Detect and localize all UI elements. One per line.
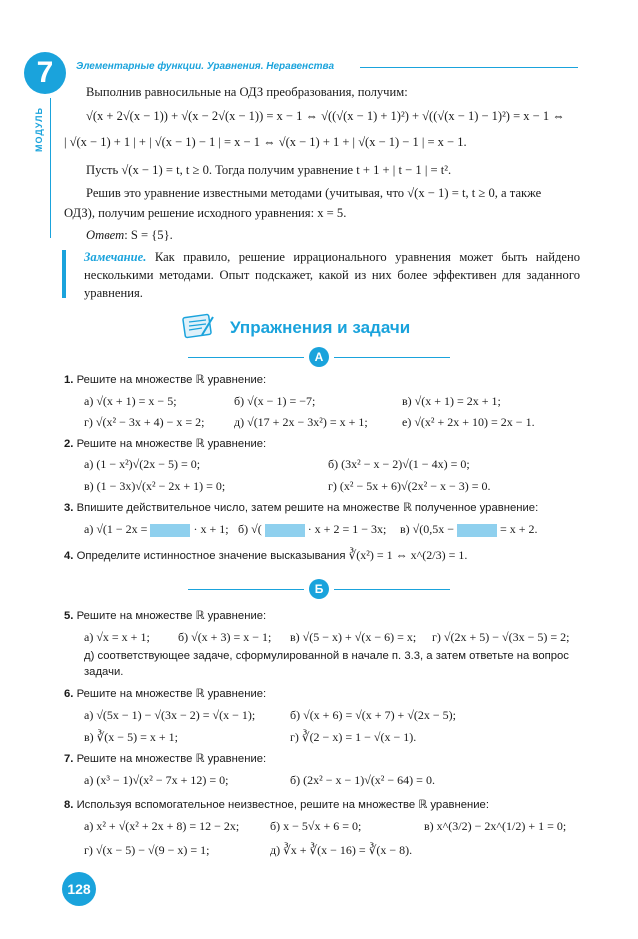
task-3-a-left: а) √(1 − 2x = [84, 522, 148, 536]
task-8-d: г) √(x − 5) − √(9 − x) = 1; [84, 843, 210, 857]
task-4 [64, 547, 467, 564]
task-number: 6. [64, 688, 74, 700]
task-7-b: б) (2x² − x − 1)√(x² − 64) = 0. [290, 773, 435, 787]
section-rule [188, 357, 304, 358]
answer-label: Ответ [86, 228, 125, 242]
note-bar [62, 250, 66, 298]
task-3-b-left: б) √( [238, 522, 262, 536]
task-5-d: г) √(2x + 5) − √(3x − 5) = 2; [432, 630, 570, 644]
header-rule [360, 67, 578, 68]
note [84, 248, 580, 302]
task-8-a: а) x² + √(x² + 2x + 8) = 12 − 2x; [84, 819, 240, 833]
margin-rule [50, 98, 51, 238]
section-rule [334, 357, 450, 358]
task-3-c-right: = x + 2. [500, 522, 538, 536]
task-number: 4. [64, 550, 74, 562]
task-3-b [238, 521, 386, 537]
task-1-a: а) √(x + 1) = x − 5; [84, 394, 177, 408]
task-2-b: б) (3x² − x − 2)√(1 − 4x) = 0; [328, 457, 470, 471]
note-label: Замечание. [84, 250, 147, 264]
section-b-badge: Б [309, 579, 329, 599]
task-1-c: в) √(x + 1) = 2x + 1; [402, 394, 501, 408]
blank-input[interactable] [265, 524, 305, 537]
task-7-a: а) (x³ − 1)√(x² − 7x + 12) = 0; [84, 773, 229, 787]
task-1-e: д) √(17 + 2x − 3x²) = x + 1; [234, 415, 368, 429]
task-number: 7. [64, 753, 74, 765]
task-1 [64, 372, 266, 388]
answer-value: : S = {5}. [124, 228, 173, 242]
task-2-c: в) (1 − 3x)√(x² − 2x + 1) = 0; [84, 479, 226, 493]
task-5-e: д) соответствующее задаче, сформулированной в начале п. 3.3, а затем ответьте на вопрос задачи. [84, 650, 569, 678]
task-5 [64, 608, 266, 624]
solution-line: Пусть √(x − 1) = t, t ≥ 0. Тогда получим уравнение t + 1 + | t − 1 | = t². [86, 163, 452, 177]
task-statement: Решите на множестве ℝ уравнение: [76, 374, 267, 386]
task-6-d: г) ∛(2 − x) = 1 − √(x − 1). [290, 730, 417, 744]
task-8-b: б) x − 5√x + 6 = 0; [270, 819, 362, 833]
task-6 [64, 686, 266, 702]
solution-line: Выполнив равносильные на ОДЗ преобразования, получим: [86, 85, 408, 99]
section-rule [188, 589, 304, 590]
task-8-c: в) x^(3/2) − 2x^(1/2) + 1 = 0; [424, 819, 567, 833]
task-8-e: д) ∛x + ∛(x − 16) = ∛(x − 8). [270, 843, 413, 857]
answer [86, 226, 173, 244]
task-6-a: а) √(5x − 1) − √(3x − 2) = √(x − 1); [84, 708, 256, 722]
task-8 [64, 797, 489, 813]
task-number: 1. [64, 374, 74, 386]
task-3-b-right: · x + 2 = 1 − 3x; [307, 522, 387, 536]
task-3-c-left: в) √(0,5x − [400, 522, 455, 536]
task-1-b: б) √(x − 1) = −7; [234, 394, 316, 408]
blank-input[interactable] [150, 524, 190, 537]
exercises-icon [180, 313, 216, 339]
task-2 [64, 436, 266, 452]
solution-line: Решив это уравнение известными методами (учитывая, что √(x − 1) = t, t ≥ 0, а также [86, 186, 542, 200]
task-statement: Используя вспомогательное неизвестное, решите на множестве ℝ уравнение: [76, 799, 489, 811]
task-3-a [84, 521, 229, 537]
task-5-c: в) √(5 − x) + √(x − 6) = x; [290, 630, 417, 644]
task-3 [64, 500, 580, 516]
task-5-a: а) √x = x + 1; [84, 630, 150, 644]
task-3-c [400, 521, 538, 537]
task-1-f: е) √(x² + 2x + 10) = 2x − 1. [402, 415, 535, 429]
task-2-d: г) (x² − 5x + 6)√(2x² − x − 3) = 0. [328, 479, 491, 493]
task-5-b: б) √(x + 3) = x − 1; [178, 630, 272, 644]
task-statement: Определите истинностное значение высказывания [76, 550, 346, 562]
task-statement: Впишите действительное число, затем решите на множестве ℝ полученное уравнение: [76, 502, 539, 514]
solution-line: ОДЗ), получим решение исходного уравнения: x = 5. [64, 206, 347, 220]
task-4-expression: ∛(x²) = 1 ⇔ x^(2/3) = 1. [348, 548, 468, 562]
task-number: 3. [64, 502, 74, 514]
task-1-d: г) √(x² − 3x + 4) − x = 2; [84, 415, 205, 429]
task-3-a-right: · x + 1; [193, 522, 229, 536]
task-statement: Решите на множестве ℝ уравнение: [76, 753, 267, 765]
solution-equation: √(x + 2√(x − 1)) + √(x − 2√(x − 1)) = x − 1 ⇔ √((√(x − 1) + 1)²) + √((√(x − 1) − 1)²) = x − 1 ⇔ [86, 109, 565, 123]
task-number: 8. [64, 799, 74, 811]
task-6-b: б) √(x + 6) = √(x + 7) + √(2x − 5); [290, 708, 457, 722]
exercises-heading: Упражнения и задачи [230, 318, 411, 337]
blank-input[interactable] [457, 524, 497, 537]
task-7 [64, 751, 266, 767]
task-number: 2. [64, 438, 74, 450]
module-label: МОДУЛЬ [34, 107, 44, 153]
section-rule [334, 589, 450, 590]
section-a-badge: А [309, 347, 329, 367]
page-number: 128 [62, 872, 96, 906]
chapter-badge: 7 [24, 52, 66, 94]
task-number: 5. [64, 610, 74, 622]
task-statement: Решите на множестве ℝ уравнение: [76, 438, 267, 450]
task-6-c: в) ∛(x − 5) = x + 1; [84, 730, 178, 744]
solution-equation: | √(x − 1) + 1 | + | √(x − 1) − 1 | = x − 1 ⇔ √(x − 1) + 1 + | √(x − 1) − 1 | = x − 1. [64, 135, 467, 149]
task-statement: Решите на множестве ℝ уравнение: [76, 688, 267, 700]
task-statement: Решите на множестве ℝ уравнение: [76, 610, 267, 622]
running-header: Элементарные функции. Уравнения. Неравенства [76, 61, 335, 72]
task-2-a: а) (1 − x²)√(2x − 5) = 0; [84, 457, 201, 471]
note-text: Как правило, решение иррационального уравнения может быть найдено несколькими методами. Опыт подскажет, какой из них более эффективен для заданного уравнения. [84, 250, 580, 300]
